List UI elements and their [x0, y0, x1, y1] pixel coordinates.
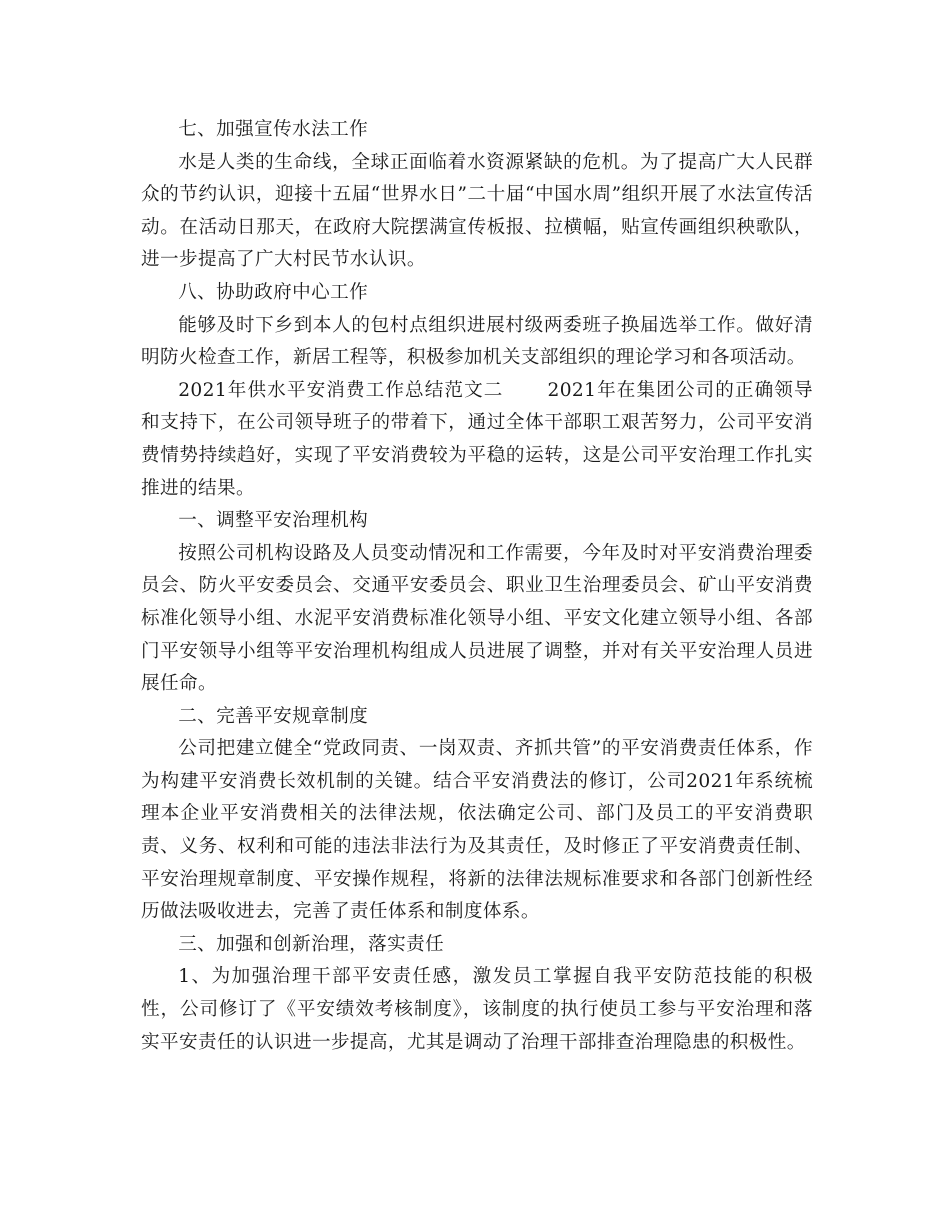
paragraph-performance-assessment: 1、为加强治理干部平安责任感，激发员工掌握自我平安防范技能的积极性，公司修订了《平安绩效考核制度》，该制度的执行使员工参与平安治理和落实平安责任的认识进一步提高，尤其是调动了治理干部排查治理隐患的积极性。 — [141, 966, 813, 1053]
paragraph-adjust-organization: 按照公司机构设路及人员变动情况和工作需要，今年及时对平安消费治理委员会、防火平安委员会、交通平安委员会、职业卫生治理委员会、矿山平安消费标准化领导小组、水泥平安消费标准化领导小组、平安文化建立领导小组、各部门平安领导小组等平安治理机构组成人员进展了调整，并对有关平安治理人员进展任命。 — [141, 542, 813, 695]
heading-improve-rules: 二、完善平安规章制度 — [178, 705, 369, 727]
section-two-title: 2021年供水平安消费工作总结范文二 — [178, 379, 504, 401]
paragraph-improve-rules: 公司把建立健全“党政同责、一岗双责、齐抓共管”的平安消费责任体系，作为构建平安消费长效机制的关键。结合平安消费法的修订，公司2021年系统梳理本企业平安消费相关的法律法规，依法确定公司、部门及员工的平安消费职责、义务、权利和可能的违法非法行为及其责任，及时修正了平安消费责任制、平安治理规章制度、平安操作规程，将新的法律法规标准要求和各部门创新性经历做法吸收进去，完善了责任体系和制度体系。 — [141, 738, 813, 923]
document-page — [141, 114, 813, 1059]
paragraph-assist-government: 能够及时下乡到本人的包村点组织进展村级两委班子换届选举工作。做好清明防火检查工作，新居工程等，积极参加机关支部组织的理论学习和各项活动。 — [141, 314, 813, 369]
heading-innovate-management: 三、加强和创新治理，落实责任 — [178, 933, 445, 955]
heading-adjust-organization: 一、调整平安治理机构 — [178, 510, 369, 532]
section-two-paragraph — [141, 375, 813, 505]
section-two-body: 2021年在集团公司的正确领导和支持下，在公司领导班子的带着下，通过全体干部职工艰苦努力，公司平安消费情势持续趋好，实现了平安消费较为平稳的运转，这是公司平安治理工作扎实推进的结果。 — [141, 379, 813, 499]
paragraph-water-publicity: 水是人类的生命线，全球正面临着水资源紧缺的危机。为了提高广大人民群众的节约认识，迎接十五届“世界水日”二十届“中国水周”组织开展了水法宣传活动。在活动日那天，在政府大院摆满宣传板报、拉横幅，贴宣传画组织秧歌队，进一步提高了广大村民节水认识。 — [141, 151, 813, 271]
heading-publicity-water-law: 七、加强宣传水法工作 — [178, 119, 369, 140]
heading-assist-government: 八、协助政府中心工作 — [178, 281, 369, 303]
